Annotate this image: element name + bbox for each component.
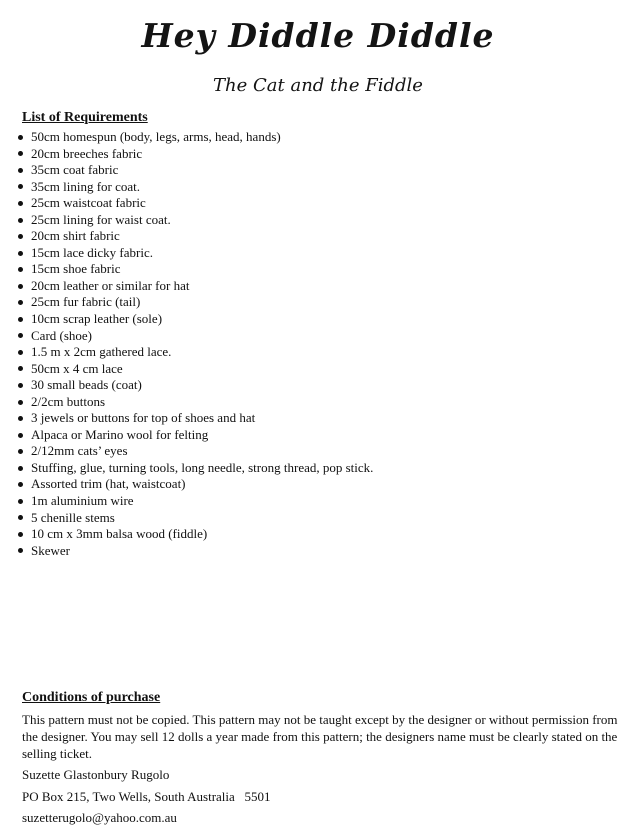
requirements-list — [18, 129, 373, 559]
requirement-item — [18, 543, 373, 560]
requirement-item — [18, 228, 373, 245]
requirement-item — [18, 410, 373, 427]
bullet-icon — [18, 267, 23, 272]
requirement-item — [18, 394, 373, 411]
requirement-item — [18, 146, 373, 163]
requirement-text: 50cm x 4 cm lace — [31, 360, 123, 376]
requirement-text: Card (shoe) — [31, 327, 93, 343]
page-title: Hey Diddle Diddle — [141, 16, 495, 55]
requirement-text: Assorted trim (hat, waistcoat) — [31, 476, 186, 492]
bullet-icon — [18, 548, 23, 553]
requirement-item — [18, 510, 373, 527]
requirement-item — [18, 328, 373, 345]
bullet-icon — [18, 135, 23, 140]
bullet-icon — [18, 350, 23, 355]
requirement-text: 25cm fur fabric (tail) — [31, 294, 141, 310]
bullet-icon — [18, 400, 23, 405]
requirement-text: 10 cm x 3mm balsa wood (fiddle) — [31, 526, 208, 542]
requirement-text: 20cm breeches fabric — [31, 145, 143, 161]
postal-address: PO Box 215, Two Wells, South Australia 5501 — [22, 789, 271, 804]
requirement-item — [18, 261, 373, 278]
requirement-text: 5 chenille stems — [31, 509, 115, 525]
bullet-icon — [18, 151, 23, 156]
bullet-icon — [18, 333, 23, 338]
requirement-item — [18, 493, 373, 510]
requirement-text: Stuffing, glue, turning tools, long needle, strong thread, pop stick. — [31, 459, 374, 475]
requirement-item — [18, 361, 373, 378]
requirement-text: 25cm lining for waist coat. — [31, 211, 171, 227]
requirement-text: 15cm shoe fabric — [31, 261, 121, 277]
requirement-item — [18, 427, 373, 444]
bullet-icon — [18, 218, 23, 223]
requirement-text: 50cm homespun (body, legs, arms, head, hands) — [31, 129, 281, 144]
bullet-icon — [18, 284, 23, 289]
bullet-icon — [18, 515, 23, 520]
requirement-item — [18, 377, 373, 394]
requirement-item — [18, 311, 373, 328]
bullet-icon — [18, 433, 23, 438]
requirement-item — [18, 278, 373, 295]
requirement-item — [18, 460, 373, 477]
bullet-icon — [18, 449, 23, 454]
requirement-item — [18, 344, 373, 361]
requirement-text: 2/2cm buttons — [31, 393, 106, 409]
requirement-text: 10cm scrap leather (sole) — [31, 311, 163, 327]
requirement-text: 35cm coat fabric — [31, 162, 119, 178]
requirement-text: 3 jewels or buttons for top of shoes and hat — [31, 410, 256, 426]
requirement-item — [18, 526, 373, 543]
bullet-icon — [18, 416, 23, 421]
bullet-icon — [18, 532, 23, 537]
requirement-item — [18, 129, 373, 146]
requirement-item — [18, 443, 373, 460]
bullet-icon — [18, 499, 23, 504]
conditions-heading: Conditions of purchase — [22, 690, 161, 705]
bullet-icon — [18, 366, 23, 371]
designer-name: Suzette Glastonbury Rugolo — [22, 767, 170, 782]
bullet-icon — [18, 317, 23, 322]
requirement-item — [18, 179, 373, 196]
requirement-item — [18, 476, 373, 493]
requirement-text: 25cm waistcoat fabric — [31, 195, 146, 211]
requirement-text: 20cm shirt fabric — [31, 228, 120, 244]
requirements-heading: List of Requirements — [22, 110, 148, 125]
requirement-item — [18, 212, 373, 229]
requirement-text: 35cm lining for coat. — [31, 178, 141, 194]
requirement-item — [18, 195, 373, 212]
requirement-text: Skewer — [31, 542, 70, 558]
bullet-icon — [18, 300, 23, 305]
requirement-text: 1m aluminium wire — [31, 493, 134, 509]
requirement-text: Alpaca or Marino wool for felting — [31, 426, 209, 442]
bullet-icon — [18, 234, 23, 239]
requirement-text: 1.5 m x 2cm gathered lace. — [31, 344, 172, 360]
conditions-text: This pattern must not be copied. This pattern may not be taught except by the designer or without permission from the designer. You may sell 12 dolls a year made from this pattern; the designers name must be clearly stated on the selling ticket. — [22, 712, 618, 761]
requirement-text: 20cm leather or similar for hat — [31, 277, 190, 293]
requirement-item — [18, 162, 373, 179]
email-address: suzetterugolo@yahoo.com.au — [22, 810, 177, 825]
requirement-text: 2/12mm cats’ eyes — [31, 443, 128, 459]
bullet-icon — [18, 201, 23, 206]
page-subtitle: The Cat and the Fiddle — [213, 75, 423, 96]
bullet-icon — [18, 383, 23, 388]
bullet-icon — [18, 184, 23, 189]
bullet-icon — [18, 482, 23, 487]
bullet-icon — [18, 251, 23, 256]
bullet-icon — [18, 466, 23, 471]
requirement-item — [18, 245, 373, 262]
requirement-text: 30 small beads (coat) — [31, 377, 142, 393]
bullet-icon — [18, 168, 23, 173]
requirement-item — [18, 294, 373, 311]
requirement-text: 15cm lace dicky fabric. — [31, 244, 153, 260]
